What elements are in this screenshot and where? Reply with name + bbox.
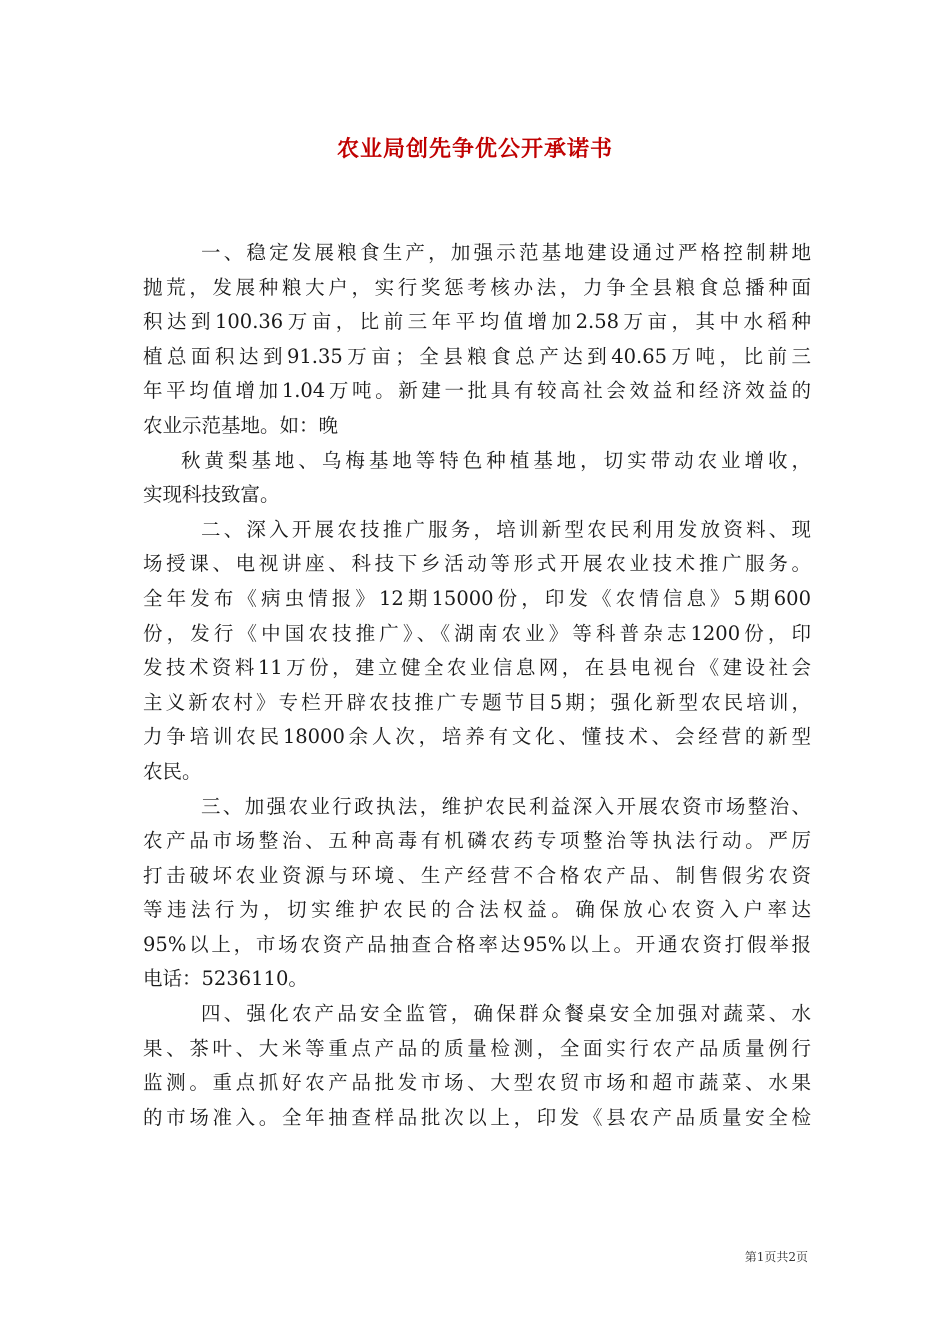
text-line: 农民。 bbox=[143, 759, 202, 783]
document-title: 农业局创先争优公开承诺书 bbox=[336, 136, 613, 162]
paragraph-5 bbox=[143, 997, 811, 1135]
paragraph-2 bbox=[143, 444, 811, 513]
paragraph-3 bbox=[143, 513, 811, 790]
text-line: 农产品市场整治、五种高毒有机磷农药专项整治等执法行动。严厉 bbox=[143, 829, 811, 853]
text-line: 四、强化农产品安全监管，确保群众餐桌安全加强对蔬菜、水 bbox=[201, 1002, 811, 1026]
document-body bbox=[143, 236, 811, 1135]
text-line: 全年发布《病虫情报》12期15000份，印发《农情信息》5期600 bbox=[143, 586, 811, 610]
text-line: 三、加强农业行政执法，维护农民利益深入开展农资市场整治、 bbox=[201, 794, 811, 818]
text-line: 年平均值增加1.04万吨。新建一批具有较高社会效益和经济效益的 bbox=[143, 379, 811, 403]
text-line: 等违法行为，切实维护农民的合法权益。确保放心农资入户率达 bbox=[143, 898, 811, 922]
text-line: 秋黄梨基地、乌梅基地等特色种植基地，切实带动农业增收， bbox=[181, 448, 811, 472]
text-line: 发技术资料11万份，建立健全农业信息网，在县电视台《建设社会 bbox=[143, 656, 811, 680]
text-line: 一、稳定发展粮食生产，加强示范基地建设通过严格控制耕地 bbox=[201, 241, 811, 264]
text-line: 电话：5236110。 bbox=[143, 967, 308, 991]
text-line: 95%以上，市场农资产品抽查合格率达95%以上。开通农资打假举报 bbox=[143, 932, 811, 956]
paragraph-4 bbox=[143, 790, 811, 998]
text-line: 监测。重点抓好农产品批发市场、大型农贸市场和超市蔬菜、水果 bbox=[143, 1071, 811, 1095]
paragraph-1 bbox=[143, 236, 811, 444]
text-line: 植总面积达到91.35万亩；全县粮食总产达到40.65万吨，比前三 bbox=[143, 344, 811, 368]
text-line: 抛荒，发展种粮大户，实行奖惩考核办法，力争全县粮食总播种面 bbox=[143, 275, 811, 299]
text-line: 力争培训农民18000余人次，培养有文化、懂技术、会经营的新型 bbox=[143, 725, 811, 749]
text-line: 主义新农村》专栏开辟农技推广专题节目5期；强化新型农民培训， bbox=[143, 690, 811, 714]
text-line: 场授课、电视讲座、科技下乡活动等形式开展农业技术推广服务。 bbox=[143, 552, 811, 576]
text-line: 打击破坏农业资源与环境、生产经营不合格农产品、制售假劣农资 bbox=[143, 863, 811, 887]
text-line: 果、茶叶、大米等重点产品的质量检测，全面实行农产品质量例行 bbox=[143, 1036, 811, 1060]
text-line: 二、深入开展农技推广服务，培训新型农民利用发放资料、现 bbox=[201, 517, 811, 541]
text-line: 份，发行《中国农技推广》、《湖南农业》等科普杂志1200份，印 bbox=[143, 621, 811, 645]
text-line: 积达到100.36万亩，比前三年平均值增加2.58万亩，其中水稻种 bbox=[143, 310, 811, 334]
page-number-footer: 第1页共2页 bbox=[744, 1250, 808, 1264]
text-line: 的市场准入。全年抽查样品批次以上，印发《县农产品质量安全检 bbox=[143, 1105, 811, 1129]
text-line: 农业示范基地。如：晚 bbox=[143, 413, 339, 437]
text-line: 实现科技致富。 bbox=[143, 483, 280, 507]
